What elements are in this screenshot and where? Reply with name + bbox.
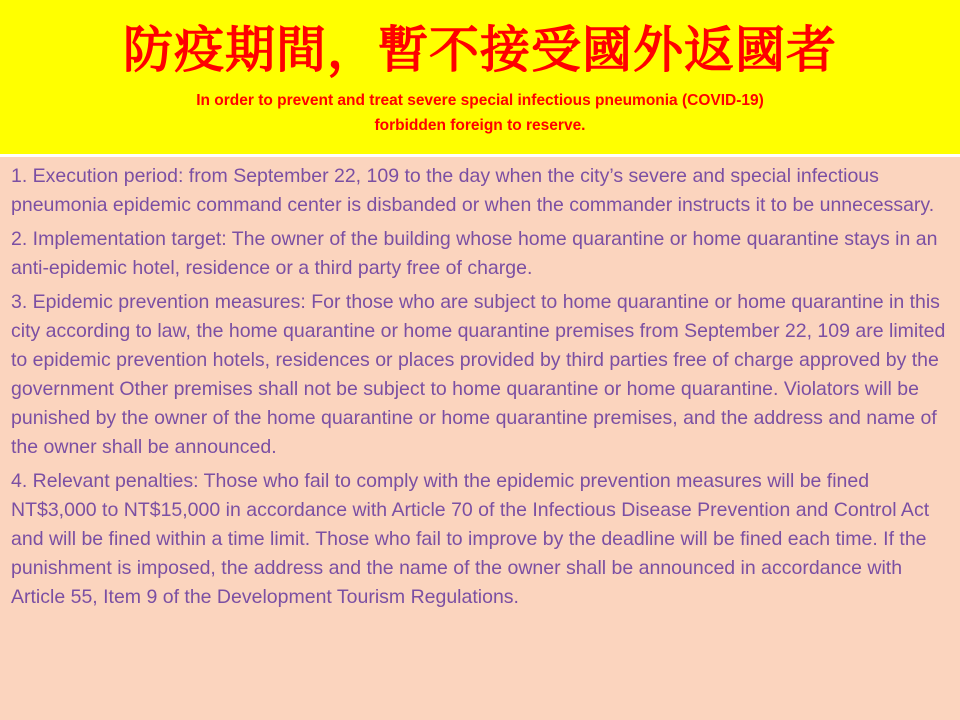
page-title-chinese: 防疫期間，暫不接受國外返國者 bbox=[123, 21, 837, 79]
subtitle-line-1: In order to prevent and treat severe special infectious pneumonia (COVID-19) bbox=[196, 92, 764, 109]
paragraph-prevention-measures: 3. Epidemic prevention measures: For those who are subject to home quarantine or home quarantine in this city according to law, the home quarantine or home quarantine premises from September 22, 109 are limited to epidemic prevention hotels, residences or places provided by third parties free of charge approved by the government Other premises shall not be subject to home quarantine or home quarantine. Violators will be punished by the owner of the home quarantine or home quarantine premises, and the address and name of the owner shall be announced. bbox=[11, 291, 946, 458]
page-subtitle-english bbox=[0, 88, 960, 138]
subtitle-line-2: forbidden foreign to reserve. bbox=[374, 117, 586, 134]
header-divider bbox=[0, 154, 960, 157]
paragraph-relevant-penalties: 4. Relevant penalties: Those who fail to comply with the epidemic prevention measures will be fined NT$3,000 to NT$15,000 in accordance with Article 70 of the Infectious Disease Prevention and Control Act and will be fined within a time limit. Those who fail to improve by the deadline will be fined each time. If the punishment is imposed, the address and the name of the owner shall be announced in accordance with Article 55, Item 9 of the Development Tourism Regulations. bbox=[11, 470, 930, 608]
header-banner bbox=[0, 0, 960, 154]
notice-body bbox=[11, 162, 951, 617]
paragraph-execution-period: 1. Execution period: from September 22, 109 to the day when the city’s severe and special infectious pneumonia epidemic command center is disbanded or when the commander instructs it to be unnecessary. bbox=[11, 165, 935, 216]
paragraph-implementation-target: 2. Implementation target: The owner of the building whose home quarantine or home quarantine stays in an anti-epidemic hotel, residence or a third party free of charge. bbox=[11, 228, 938, 279]
